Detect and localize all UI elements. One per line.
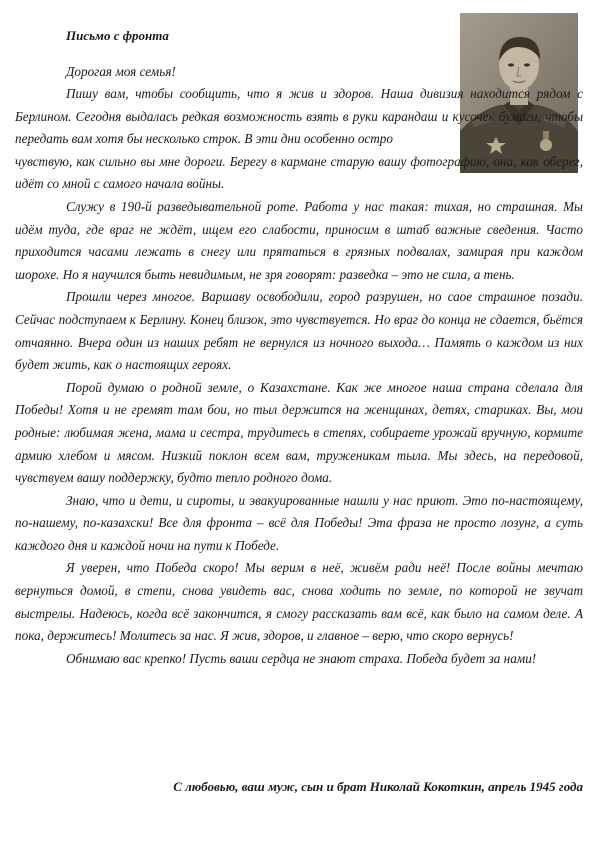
letter-body — [15, 83, 583, 670]
paragraph: Я уверен, что Победа скоро! Мы верим в неё, живём ради неё! После войны мечтаю вернуться домой, в степи, снова увидеть вас, снова ходить по земле, по которой не звучат выстрелы. Надеюсь, когда всё закончится, я смогу рассказать вам всё, как было на самом деле. А пока, держитесь! Молитесь за нас. Я жив, здоров, и главное – верю, что скоро вернусь! — [15, 560, 583, 644]
paragraph: Пишу вам, чтобы сообщить, что я жив и здоров. Наша дивизия находится рядом с Берлином. Сегодня выдалась редкая возможность взять в руки карандаш и кусочек бумаги, чтобы передать вам хотя бы несколько строк. В эти дни особенно остро — [15, 86, 583, 147]
paragraph: Порой думаю о родной земле, о Казахстане. Как же многое наша страна сделала для Победы! Хотя и не гремят там бои, но тыл держится на женщинах, детях, стариках. Вы, мои родные: любимая жена, мама и сестра, трудитесь в степях, собираете урожай вручную, кормите армию хлебом и мясом. Низкий поклон всем вам, труженикам тыла. Мы здесь, на передовой, чувствуем вашу поддержку, будто тепло родного дома. — [15, 379, 583, 486]
letter-signature: С любовью, ваш муж, сын и брат Николай Кокоткин, апрель 1945 года — [173, 779, 583, 794]
paragraph: чувствую, как сильно вы мне дороги. Берегу в кармане старую вашу фотографию, она, как оберег, идёт со мной с самого начала войны. — [15, 153, 583, 192]
paragraph: Прошли через многое. Варшаву освободили, город разрушен, но саое страшное позади. Сейчас подступаем к Берлину. Конец близок, это чувствуется. Но враг до конца не сдается, бьётся отчаянно. Вчера один из наших ребят не вернулся из ночного выхода… Память о каждом из них будет жить, как о настоящих героях. — [15, 289, 583, 373]
paragraph: Знаю, что и дети, и сироты, и эвакуированные нашли у нас приют. Это по-настоящему, по-нашему, по-казахски! Все для фронта – всё для Победы! Эта фраза не просто лозунг, а суть каждого дня и каждой ночи на пути к Победе. — [15, 492, 583, 553]
paragraph: Обнимаю вас крепко! Пусть ваши сердца не знают страха. Победа будет за нами! — [66, 650, 537, 666]
letter-title: Письмо с фронта — [66, 28, 169, 43]
paragraph: Служу в 190-й разведывательной роте. Работа у нас такая: тихая, но страшная. Мы идём туда, где враг не ждёт, ищем его слабости, приносим в штаб важные сведения. Часто приходится часами лежать в снегу или прятаться в грязных подвалах, замирая при каждом шорохе. Но я научился быть невидимым, не зря говорят: разведка – это не сила, а тень. — [15, 198, 583, 282]
letter-salutation: Дорогая моя семья! — [66, 64, 176, 79]
